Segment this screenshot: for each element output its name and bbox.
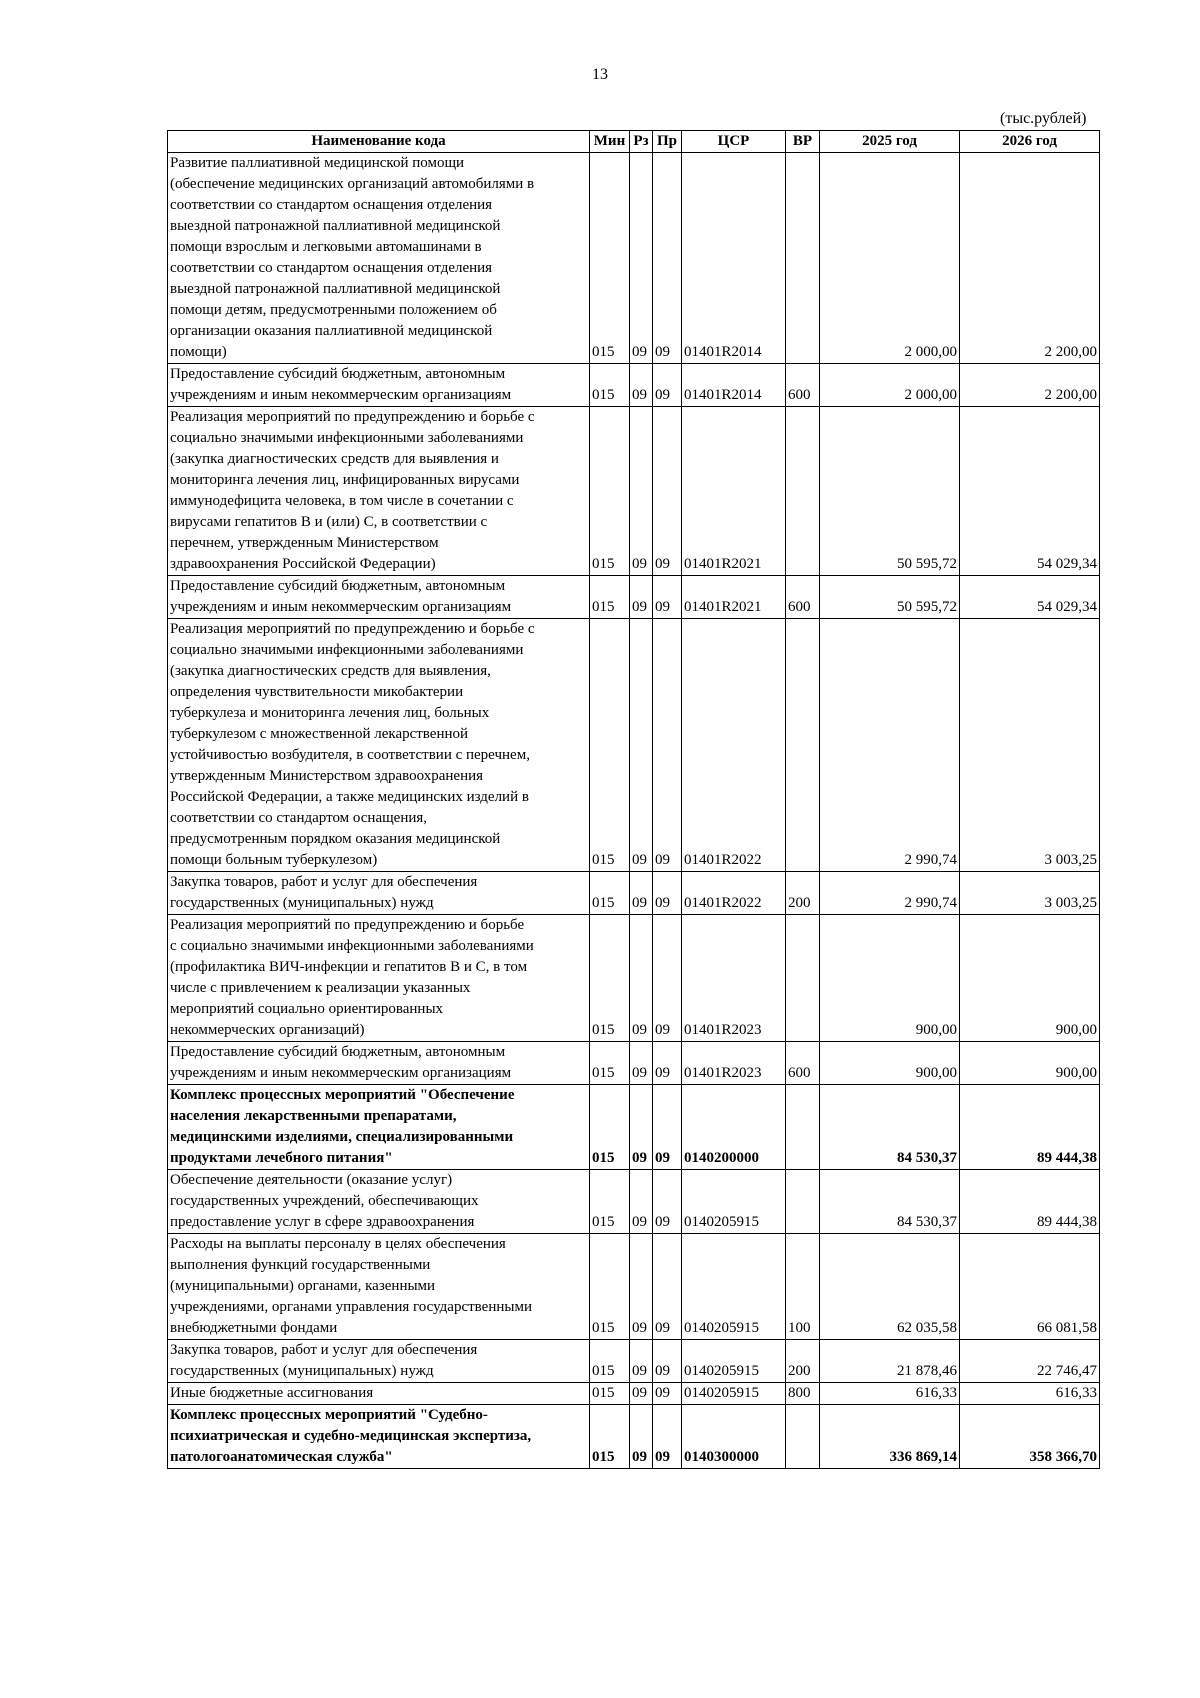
row-csr: 0140205915 [682,1340,786,1383]
row-name: Предоставление субсидий бюджетным, автономным учреждениям и иным некоммерческим организациям [168,576,590,619]
budget-table [167,130,1100,1469]
row-amount-2025: 616,33 [820,1383,960,1405]
row-vr [786,619,820,872]
row-name: Комплекс процессных мероприятий "Обеспечение населения лекарственными препаратами, медицинскими изделиями, специализированными продуктами лечебного питания" [168,1085,590,1170]
row-min: 015 [590,153,630,364]
row-vr: 600 [786,364,820,407]
row-min: 015 [590,1170,630,1234]
row-amount-2025: 2 990,74 [820,619,960,872]
row-amount-2026: 89 444,38 [960,1085,1100,1170]
row-amount-2026: 22 746,47 [960,1340,1100,1383]
table-row [168,1234,1100,1340]
row-csr: 01401R2021 [682,407,786,576]
row-csr: 0140300000 [682,1405,786,1469]
page-number: 13 [592,66,608,83]
row-amount-2026: 89 444,38 [960,1170,1100,1234]
row-vr [786,407,820,576]
row-csr: 0140205915 [682,1234,786,1340]
row-vr: 600 [786,576,820,619]
row-min: 015 [590,619,630,872]
table-row [168,619,1100,872]
row-amount-2025: 336 869,14 [820,1405,960,1469]
row-rz: 09 [630,915,653,1042]
row-amount-2026: 3 003,25 [960,619,1100,872]
row-amount-2025: 21 878,46 [820,1340,960,1383]
table-row [168,576,1100,619]
row-amount-2026: 2 200,00 [960,153,1100,364]
row-vr [786,1170,820,1234]
row-amount-2025: 62 035,58 [820,1234,960,1340]
row-csr: 01401R2023 [682,1042,786,1085]
row-name: Комплекс процессных мероприятий "Судебно- психиатрическая и судебно-медицинская экспертиза, патологоанатомическая служба" [168,1405,590,1469]
row-min: 015 [590,1340,630,1383]
row-min: 015 [590,1383,630,1405]
row-rz: 09 [630,1042,653,1085]
row-name: Закупка товаров, работ и услуг для обеспечения государственных (муниципальных) нужд [168,1340,590,1383]
table-row [168,915,1100,1042]
row-rz: 09 [630,1340,653,1383]
row-pr: 09 [653,1042,682,1085]
row-vr: 600 [786,1042,820,1085]
row-min: 015 [590,364,630,407]
row-name: Расходы на выплаты персоналу в целях обеспечения выполнения функций государственными (муниципальными) органами, казенными учреждениями, органами управления государственными внебюджетными фондами [168,1234,590,1340]
row-amount-2025: 900,00 [820,1042,960,1085]
row-vr: 200 [786,872,820,915]
row-pr: 09 [653,1085,682,1170]
row-amount-2026: 3 003,25 [960,872,1100,915]
row-amount-2026: 2 200,00 [960,364,1100,407]
table-row [168,407,1100,576]
row-amount-2026: 54 029,34 [960,576,1100,619]
col-header-name: Наименование кода [168,131,590,153]
row-pr: 09 [653,872,682,915]
table-row [168,1170,1100,1234]
col-header-csr: ЦСР [682,131,786,153]
row-amount-2025: 50 595,72 [820,407,960,576]
row-name: Развитие паллиативной медицинской помощи (обеспечение медицинских организаций автомобилями в соответствии со стандартом оснащения отделения выездной патронажной паллиативной медицинской помощи взрослым и легковыми автомашинами в соответствии со стандартом оснащения отделения выездной патронажной паллиативной медицинской помощи детям, предусмотренными положением об организации оказания паллиативной медицинской помощи) [168,153,590,364]
col-header-rz: Рз [630,131,653,153]
row-rz: 09 [630,619,653,872]
row-rz: 09 [630,1234,653,1340]
row-csr: 0140205915 [682,1383,786,1405]
row-min: 015 [590,407,630,576]
table-row [168,1042,1100,1085]
col-header-min: Мин [590,131,630,153]
col-header-2025: 2025 год [820,131,960,153]
row-csr: 01401R2022 [682,619,786,872]
col-header-pr: Пр [653,131,682,153]
row-csr: 0140200000 [682,1085,786,1170]
row-rz: 09 [630,1383,653,1405]
row-vr [786,1085,820,1170]
row-min: 015 [590,1234,630,1340]
row-amount-2025: 2 000,00 [820,364,960,407]
row-vr: 100 [786,1234,820,1340]
table-row [168,364,1100,407]
row-amount-2025: 84 530,37 [820,1085,960,1170]
row-pr: 09 [653,407,682,576]
row-pr: 09 [653,915,682,1042]
row-pr: 09 [653,1340,682,1383]
row-name: Реализация мероприятий по предупреждению и борьбе с социально значимыми инфекционными заболеваниями (закупка диагностических средств для выявления и мониторинга лечения лиц, инфицированных вирусами иммунодефицита человека, в том числе в сочетании с вирусами гепатитов В и (или) С, в соответствии с перечнем, утвержденным Министерством здравоохранения Российской Федерации) [168,407,590,576]
row-amount-2025: 2 990,74 [820,872,960,915]
row-pr: 09 [653,619,682,872]
row-name: Иные бюджетные ассигнования [168,1383,590,1405]
row-csr: 01401R2014 [682,364,786,407]
row-amount-2026: 66 081,58 [960,1234,1100,1340]
row-name: Предоставление субсидий бюджетным, автономным учреждениям и иным некоммерческим организациям [168,364,590,407]
row-name: Обеспечение деятельности (оказание услуг) государственных учреждений, обеспечивающих предоставление услуг в сфере здравоохранения [168,1170,590,1234]
table-header-row [168,131,1100,153]
row-rz: 09 [630,364,653,407]
table-row [168,153,1100,364]
row-amount-2026: 616,33 [960,1383,1100,1405]
row-vr [786,915,820,1042]
row-min: 015 [590,1042,630,1085]
row-rz: 09 [630,407,653,576]
table-row [168,1085,1100,1170]
row-min: 015 [590,872,630,915]
row-vr [786,1405,820,1469]
row-amount-2025: 900,00 [820,915,960,1042]
row-rz: 09 [630,153,653,364]
row-name: Предоставление субсидий бюджетным, автономным учреждениям и иным некоммерческим организациям [168,1042,590,1085]
row-amount-2026: 900,00 [960,1042,1100,1085]
col-header-2026: 2026 год [960,131,1100,153]
row-min: 015 [590,915,630,1042]
row-rz: 09 [630,872,653,915]
row-pr: 09 [653,153,682,364]
row-rz: 09 [630,1405,653,1469]
row-rz: 09 [630,1170,653,1234]
table-row [168,1383,1100,1405]
row-vr: 200 [786,1340,820,1383]
table-row [168,872,1100,915]
row-name: Реализация мероприятий по предупреждению и борьбе с социально значимыми инфекционными заболеваниями (профилактика ВИЧ-инфекции и гепатитов В и С, в том числе с привлечением к реализации указанных мероприятий социально ориентированных некоммерческих организаций) [168,915,590,1042]
row-amount-2025: 50 595,72 [820,576,960,619]
row-name: Закупка товаров, работ и услуг для обеспечения государственных (муниципальных) нужд [168,872,590,915]
row-amount-2026: 900,00 [960,915,1100,1042]
row-csr: 01401R2022 [682,872,786,915]
row-csr: 01401R2014 [682,153,786,364]
row-min: 015 [590,1405,630,1469]
row-amount-2026: 54 029,34 [960,407,1100,576]
row-pr: 09 [653,364,682,407]
row-pr: 09 [653,1383,682,1405]
row-rz: 09 [630,1085,653,1170]
col-header-vr: ВР [786,131,820,153]
row-pr: 09 [653,1234,682,1340]
row-amount-2025: 2 000,00 [820,153,960,364]
row-vr: 800 [786,1383,820,1405]
row-pr: 09 [653,1405,682,1469]
units-label: (тыс.рублей) [1000,110,1087,127]
row-amount-2025: 84 530,37 [820,1170,960,1234]
table-row [168,1340,1100,1383]
row-csr: 01401R2021 [682,576,786,619]
row-amount-2026: 358 366,70 [960,1405,1100,1469]
table-row [168,1405,1100,1469]
row-vr [786,153,820,364]
row-csr: 0140205915 [682,1170,786,1234]
row-pr: 09 [653,1170,682,1234]
row-rz: 09 [630,576,653,619]
row-pr: 09 [653,576,682,619]
row-csr: 01401R2023 [682,915,786,1042]
row-min: 015 [590,576,630,619]
row-min: 015 [590,1085,630,1170]
row-name: Реализация мероприятий по предупреждению и борьбе с социально значимыми инфекционными заболеваниями (закупка диагностических средств для выявления, определения чувствительности микобактерии туберкулеза и мониторинга лечения лиц, больных туберкулезом с множественной лекарственной устойчивостью возбудителя, в соответствии с перечнем, утвержденным Министерством здравоохранения Российской Федерации, а также медицинских изделий в соответствии со стандартом оснащения, предусмотренным порядком оказания медицинской помощи больным туберкулезом) [168,619,590,872]
